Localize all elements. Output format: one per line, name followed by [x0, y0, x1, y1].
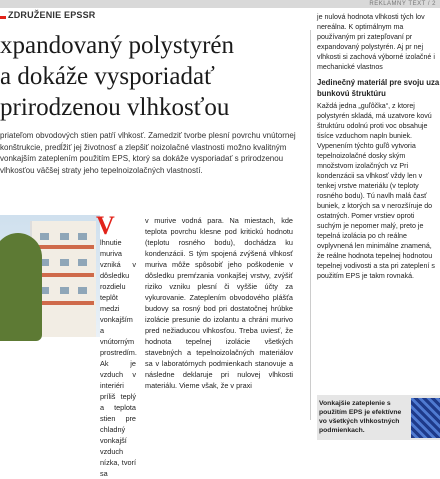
sidebar-column [317, 12, 440, 281]
section-accent-bar [0, 16, 6, 19]
column-1-text [96, 211, 137, 479]
column-1-paragraph: lhnutie muriva vzniká v dôsledku rozdielu teplôt medzi vonkajším a vnútorným prostredím. Ak je vzduch v interiéri príliš teplý a teplota stien pre chladný vonkajší vzduch nízka, tvorí sa [100, 238, 137, 478]
sidebar-intro: je nulová hodnota vlhkosti tých lov nereálna. K optimálnym ma používaným pri zatepľovaní pr expandovaný polystyrén. Aj pr nej vlhkosti si zachová výborné izolačné i mechanické vlastnos [317, 13, 435, 71]
drop-cap: V [96, 211, 115, 240]
headline-line-3: prirodzenou vlhkosťou [0, 94, 230, 121]
section-tag: ZDRUŽENIE EPSSR [8, 10, 96, 20]
headline-line-1: xpandovaný polystyrén [0, 32, 234, 59]
insulation-image [411, 398, 440, 438]
callout-text: Vonkajšie zateplenie s použitím EPS je efektívne vo všetkých vlhkostných podmienkach. [319, 400, 402, 434]
sidebar-body: Každá jedna „guľôčka“, z ktorej polystyrén skladá, má uzatvore kovú štruktúru odolnú proti voc obsahuje tisíce vzduchom napln buniek. Vypenením týchto guľô vytvoria tepelnoizolačné dosky ským množstvom izolačných vz Pri kondenzácii sa vlhkosť vždy len v tenkej vrstve materiálu (v teploty rosného bodu). Tú navlh malá časť buniek, z ktorých sa v nerozšíruje do ostatných. Pomer vrstiev oproti suchým je nepomer malý, preto je tepelná izolácia po ch reálne ovplyvnená len minimálne znamená, že reálne hodnota tepelnej hodnotou tepelnej vodivosti a sta pri zateplení s použitím EPS je takm rovnaká. [317, 102, 435, 280]
article-lead: priateľom obvodových stien patŕí vlhkosť. Zamedziť tvorbe plesní povrchu vnútornej konštrukcie, predĺžiť jej životnosť a zlepšiť noizolačné vlastnosti možno kvalitným vonkajším zateplením použitím EPS, ktorý sa dokáže vysporiadať s prirodzenou vlhkosťou väčšej straty jeho tepelnoizolačných vlastností. [0, 131, 296, 175]
body-column-2: v murive vodná para. Na miestach, kde teplota povrchu klesne pod kritickú hodnotu (teplotu rosného bodu), dochádza ku kondenzácii. S tým spojená zvýšená vlhkosť muriva môže spôsobiť jeho poškodenie v dôsledku premŕzania vonkajšej vrstvy, zvýšiť riziko vzniku plesní či vyššie účty za vykurovanie. Zateplením obvodového plášťa budovy sa rosný bod pri dostatočnej hrúbke izolácie presunie do izolantu a chráni murivo pred nežiaducou vlhkosťou. Treba uviesť, že hodnota tepelnej izolácie všetkých stavebných a tepelnoizolačných materiálov sa v laboratórnych podmienkach stanovuje a následne deklaruje pri nulovej vlhkosti materiálu. Vieme však, že v praxi [145, 216, 293, 390]
column-divider [310, 30, 311, 420]
sidebar-heading: Jedinečný materiál pre svoju uza bunkovú štruktúru [317, 78, 440, 98]
headline-line-2: a dokáže vysporiadať [0, 63, 215, 90]
article-headline [0, 30, 300, 123]
body-column-1 [8, 211, 137, 479]
header-label: REKLAMNÝ TEXT / 2 [369, 1, 436, 7]
top-bar [0, 0, 440, 8]
callout-box [317, 395, 440, 440]
